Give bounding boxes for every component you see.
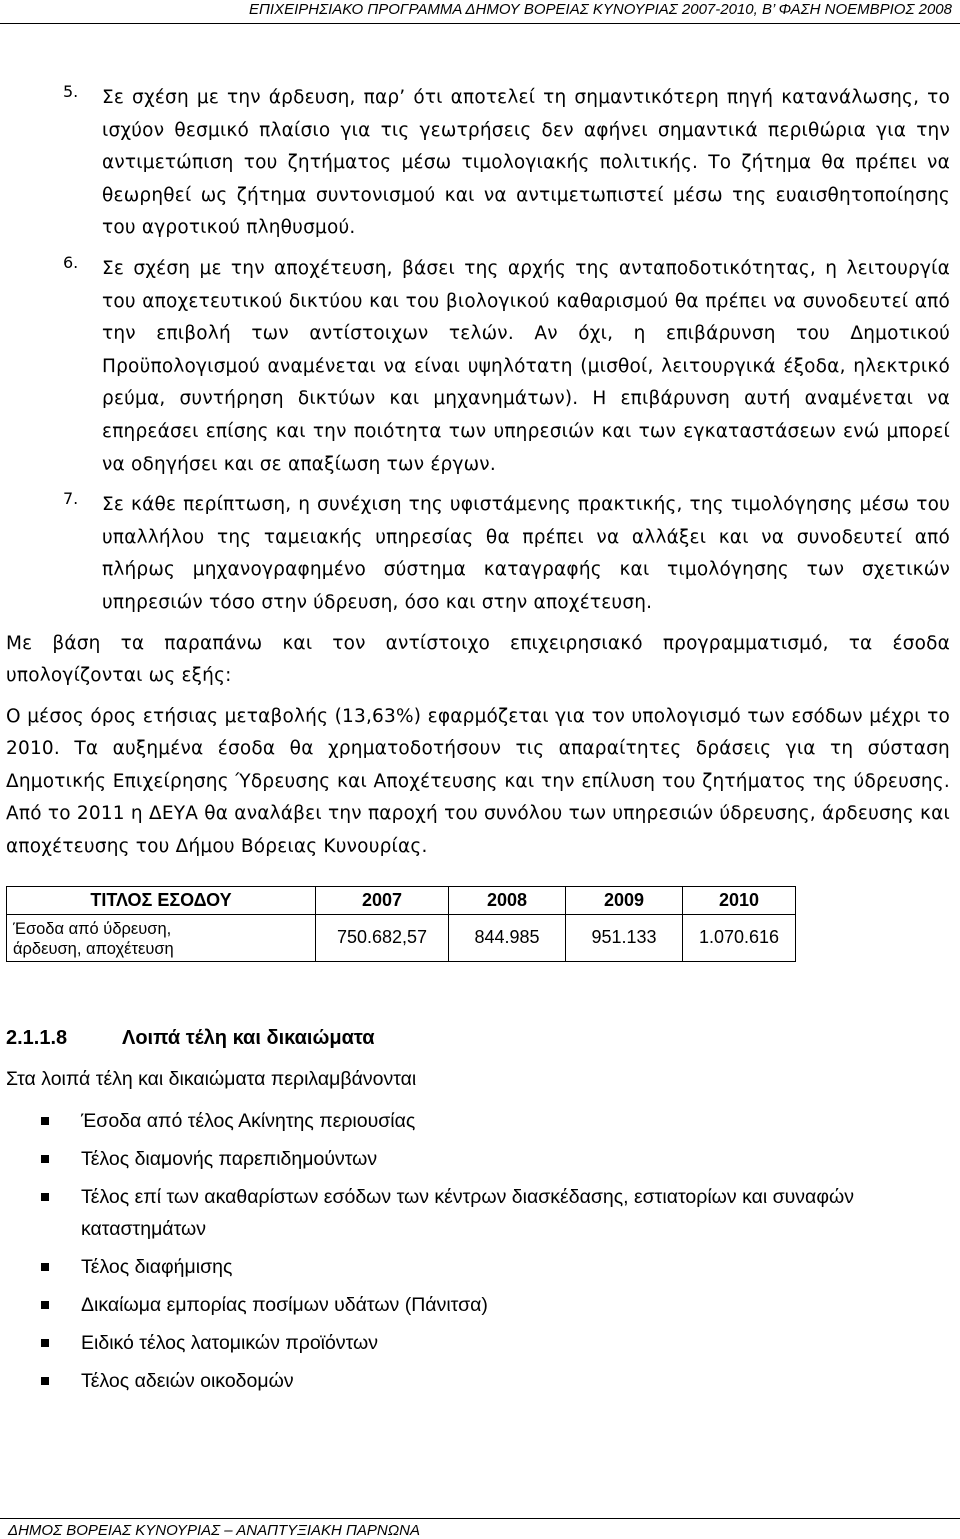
square-bullet-icon: [41, 1117, 49, 1125]
table-cell: 951.133: [566, 914, 683, 961]
list-item: [0, 1327, 960, 1359]
list-item-text: Δικαίωμα εμπορίας ποσίμων υδάτων (Πάνιτσα): [81, 1293, 488, 1316]
page-header: [0, 0, 960, 24]
numbered-item: [0, 489, 960, 619]
item-text: Σε κάθε περίπτωση, η συνέχιση της υφιστάμενης πρακτικής, της τιμολόγησης μέσω του υπαλλήλου της ταμειακής υπηρεσίας θα πρέπει να αλλάξει και να συνοδευτεί από πλήρως μηχανογραφημένο σύστημα καταγραφής και τιμολόγησης των σχετικών υπηρεσιών τόσο στην ύδρευση, όσο και στην αποχέτευση.: [102, 494, 950, 613]
numbered-item: [0, 82, 960, 245]
list-item-text: Ειδικό τέλος λατομικών προϊόντων: [81, 1331, 379, 1354]
list-item: [0, 1105, 960, 1137]
item-number: 5.: [63, 82, 79, 101]
row-label: [7, 914, 316, 961]
item-text: Σε σχέση με την άρδευση, παρ’ ότι αποτελεί τη σημαντικότερη πηγή κατανάλωσης, το ισχύον θεσμικό πλαίσιο για τις γεωτρήσεις δεν αφήνει σημαντικά περιθώρια για την αντιμετώπιση του ζητήματος μέσω τιμολογιακής πολιτικής. Το ζήτημα θα πρέπει να θεωρηθεί ως ζήτημα συντονισμού και να αντιμετωπιστεί μέσω της ευαισθητοποίησης του αγροτικού πληθυσμού.: [102, 87, 950, 239]
table-row: [7, 914, 796, 961]
square-bullet-icon: [41, 1155, 49, 1163]
column-header: 2009: [566, 886, 683, 914]
list-item: [0, 1365, 960, 1397]
list-item-text: Έσοδα από τέλος Ακίνητης περιουσίας: [81, 1109, 416, 1132]
square-bullet-icon: [41, 1301, 49, 1309]
section-intro: Στα λοιπά τέλη και δικαιώματα περιλαμβάνονται: [6, 1067, 417, 1090]
row-label-line: άρδευση, αποχέτευση: [13, 939, 174, 958]
numbered-item: [0, 253, 960, 481]
section-heading: [6, 1027, 960, 1050]
table-cell: 844.985: [449, 914, 566, 961]
section-number: 2.1.1.8: [6, 1026, 68, 1049]
paragraph-revenue-basis: Με βάση τα παραπάνω και τον αντίστοιχο επιχειρησιακό προγραμματισμό, τα έσοδα υπολογίζονται ως εξής:: [6, 632, 950, 687]
column-header: 2008: [449, 886, 566, 914]
page-footer: [0, 1518, 960, 1539]
fees-list: [0, 1105, 960, 1397]
section-title: Λοιπά τέλη και δικαιώματα: [122, 1026, 375, 1049]
table-header-row: [7, 886, 796, 914]
list-item: [0, 1181, 960, 1245]
square-bullet-icon: [41, 1339, 49, 1347]
table-cell: 1.070.616: [683, 914, 796, 961]
list-item-text: Τέλος επί των ακαθαρίστων εσόδων των κέντρων διασκέδασης, εστιατορίων και συναφών καταστημάτων: [81, 1185, 854, 1240]
item-number: 6.: [63, 252, 79, 272]
square-bullet-icon: [41, 1193, 49, 1201]
column-header: 2010: [683, 886, 796, 914]
header-text: ΕΠΙΧΕΙΡΗΣΙΑΚΟ ΠΡΟΓΡΑΜΜΑ ΔΗΜΟΥ ΒΟΡΕΙΑΣ ΚΥΝΟΥΡΙΑΣ 2007-2010, Β’ ΦΑΣΗ ΝΟΕΜΒΡΙΟΣ 2008: [249, 1, 952, 18]
document-body: [0, 82, 960, 1403]
list-item-text: Τέλος αδειών οικοδομών: [81, 1369, 294, 1392]
list-item-text: Τέλος διαμονής παρεπιδημούντων: [81, 1147, 378, 1170]
column-header: 2007: [316, 886, 449, 914]
row-label-line: Έσοδα από ύδρευση,: [13, 919, 172, 938]
paragraph-annual-change: Ο μέσος όρος ετήσιας μεταβολής (13,63%) εφαρμόζεται για τον υπολογισμό των εσόδων μέχρι το 2010. Τα αυξημένα έσοδα θα χρηματοδοτήσουν τις απαραίτητες δράσεις για τη σύσταση Δημοτικής Επιχείρησης Ύδρευσης και Αποχέτευσης και την επίλυση του ζητήματος της ύδρευσης. Από το 2011 η ΔΕΥΑ θα αναλάβει την παροχή του συνόλου των υπηρεσιών ύδρευσης, άρδευσης και αποχέτευσης του Δήμου Βόρειας Κυνουρίας.: [6, 705, 950, 858]
revenue-table: [6, 886, 796, 962]
list-item-text: Τέλος διαφήμισης: [81, 1255, 233, 1278]
list-item: [0, 1143, 960, 1175]
table-cell: 750.682,57: [316, 914, 449, 961]
item-number: 7.: [63, 489, 79, 509]
item-text: Σε σχέση με την αποχέτευση, βάσει της αρχής της ανταποδοτικότητας, η λειτουργία του αποχετευτικού δικτύου και του βιολογικού καθαρισμού θα πρέπει να συνοδευτεί από την επιβολή των αντίστοιχων τελών. Αν όχι, η επιβάρυνση του Δημοτικού Προϋπολογισμού αναμένεται να είναι υψηλότατη (μισθοί, λειτουργικά έξοδα, ηλεκτρικό ρεύμα, συντήρηση δικτύων και μηχανημάτων). Η επιβάρυνση αυτή αναμένεται να επηρεάσει επίσης και την ποιότητα των υπηρεσιών και των εγκαταστάσεων ενώ μπορεί να οδηγήσει και σε απαξίωση των έργων.: [102, 257, 950, 475]
list-item: [0, 1251, 960, 1283]
square-bullet-icon: [41, 1377, 49, 1385]
footer-text: ΔΗΜΟΣ ΒΟΡΕΙΑΣ ΚΥΝΟΥΡΙΑΣ – ΑΝΑΠΤΥΞΙΑΚΗ ΠΑΡΝΩΝΑ: [8, 1522, 420, 1539]
column-header: ΤΙΤΛΟΣ ΕΣΟΔΟΥ: [7, 886, 316, 914]
list-item: [0, 1289, 960, 1321]
square-bullet-icon: [41, 1263, 49, 1271]
